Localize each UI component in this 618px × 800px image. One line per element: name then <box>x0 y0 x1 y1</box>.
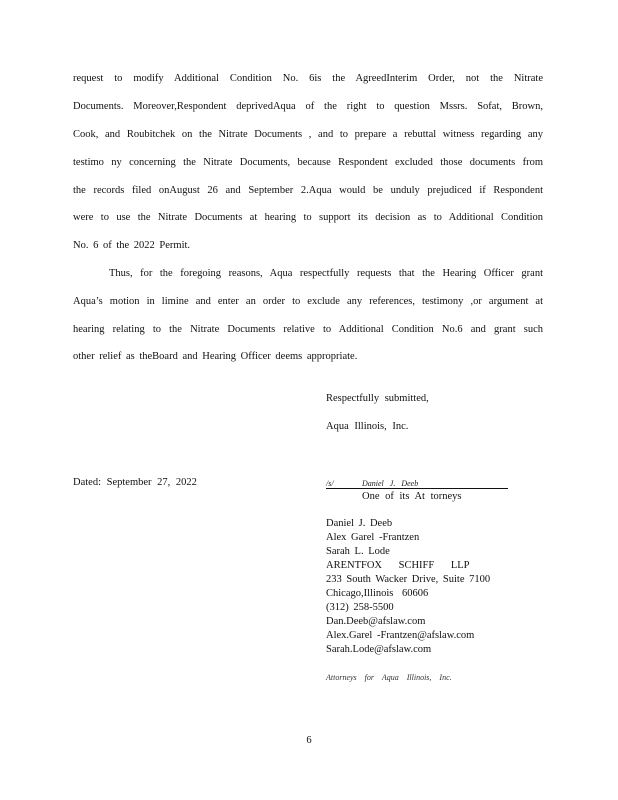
signature-role: One of its At torneys <box>362 491 462 502</box>
body-line: request to modify Additional Condition No. 6is the AgreedInterim Order, not the Nitrate <box>73 73 543 84</box>
contact-line: 233 South Wacker Drive, Suite 7100 <box>326 574 491 585</box>
body-line: the records filed onAugust 26 and September 2.Aqua would be unduly prejudiced if Respondent <box>73 185 543 196</box>
body-line: Documents. Moreover,Respondent deprivedAqua of the right to question Mssrs. Sofat, Brown, <box>73 101 543 112</box>
closing-company: Aqua Illinois, Inc. <box>326 421 409 432</box>
contact-line: (312) 258-5500 <box>326 602 394 613</box>
body-line: Cook, and Roubitchek on the Nitrate Documents , and to prepare a rebuttal witness regarding any <box>73 129 543 140</box>
signature-name: Daniel J. Deeb <box>362 479 419 488</box>
body-line: were to use the Nitrate Documents at hearing to support its decision as to Additional Condition <box>73 212 543 223</box>
body-line: other relief as theBoard and Hearing Officer deems appropriate. <box>73 351 358 362</box>
contact-email[interactable]: Dan.Deeb@afslaw.com <box>326 616 426 627</box>
page-number: 6 <box>306 735 312 746</box>
body-line: No. 6 of the 2022 Permit. <box>73 240 191 251</box>
body-line: hearing relating to the Nitrate Documents relative to Additional Condition No.6 and grant such <box>73 324 543 335</box>
contact-line: Daniel J. Deeb <box>326 518 393 529</box>
contact-email[interactable]: Alex.Garel -Frantzen@afslaw.com <box>326 630 475 641</box>
body-line: testimo ny concerning the Nitrate Documents, because Respondent excluded those documents from <box>73 157 543 168</box>
signature-line <box>326 488 508 489</box>
signature-slash: /s/ <box>326 479 334 488</box>
contact-line: Chicago,Illinois 60606 <box>326 588 429 599</box>
closing-respectfully: Respectfully submitted, <box>326 393 429 404</box>
body-line: Aqua’s motion in limine and enter an order to exclude any references, testimony ,or argument at <box>73 296 543 307</box>
contact-line: ARENTFOX SCHIFF LLP <box>326 560 470 571</box>
contact-line: Sarah L. Lode <box>326 546 390 557</box>
contact-email[interactable]: Sarah.Lode@afslaw.com <box>326 644 432 655</box>
attorneys-for: Attorneys for Aqua Illinois, Inc. <box>326 673 452 682</box>
body-line: Thus, for the foregoing reasons, Aqua respectfully requests that the Hearing Officer grant <box>109 268 543 279</box>
dated-line: Dated: September 27, 2022 <box>73 477 197 488</box>
contact-line: Alex Garel -Frantzen <box>326 532 420 543</box>
